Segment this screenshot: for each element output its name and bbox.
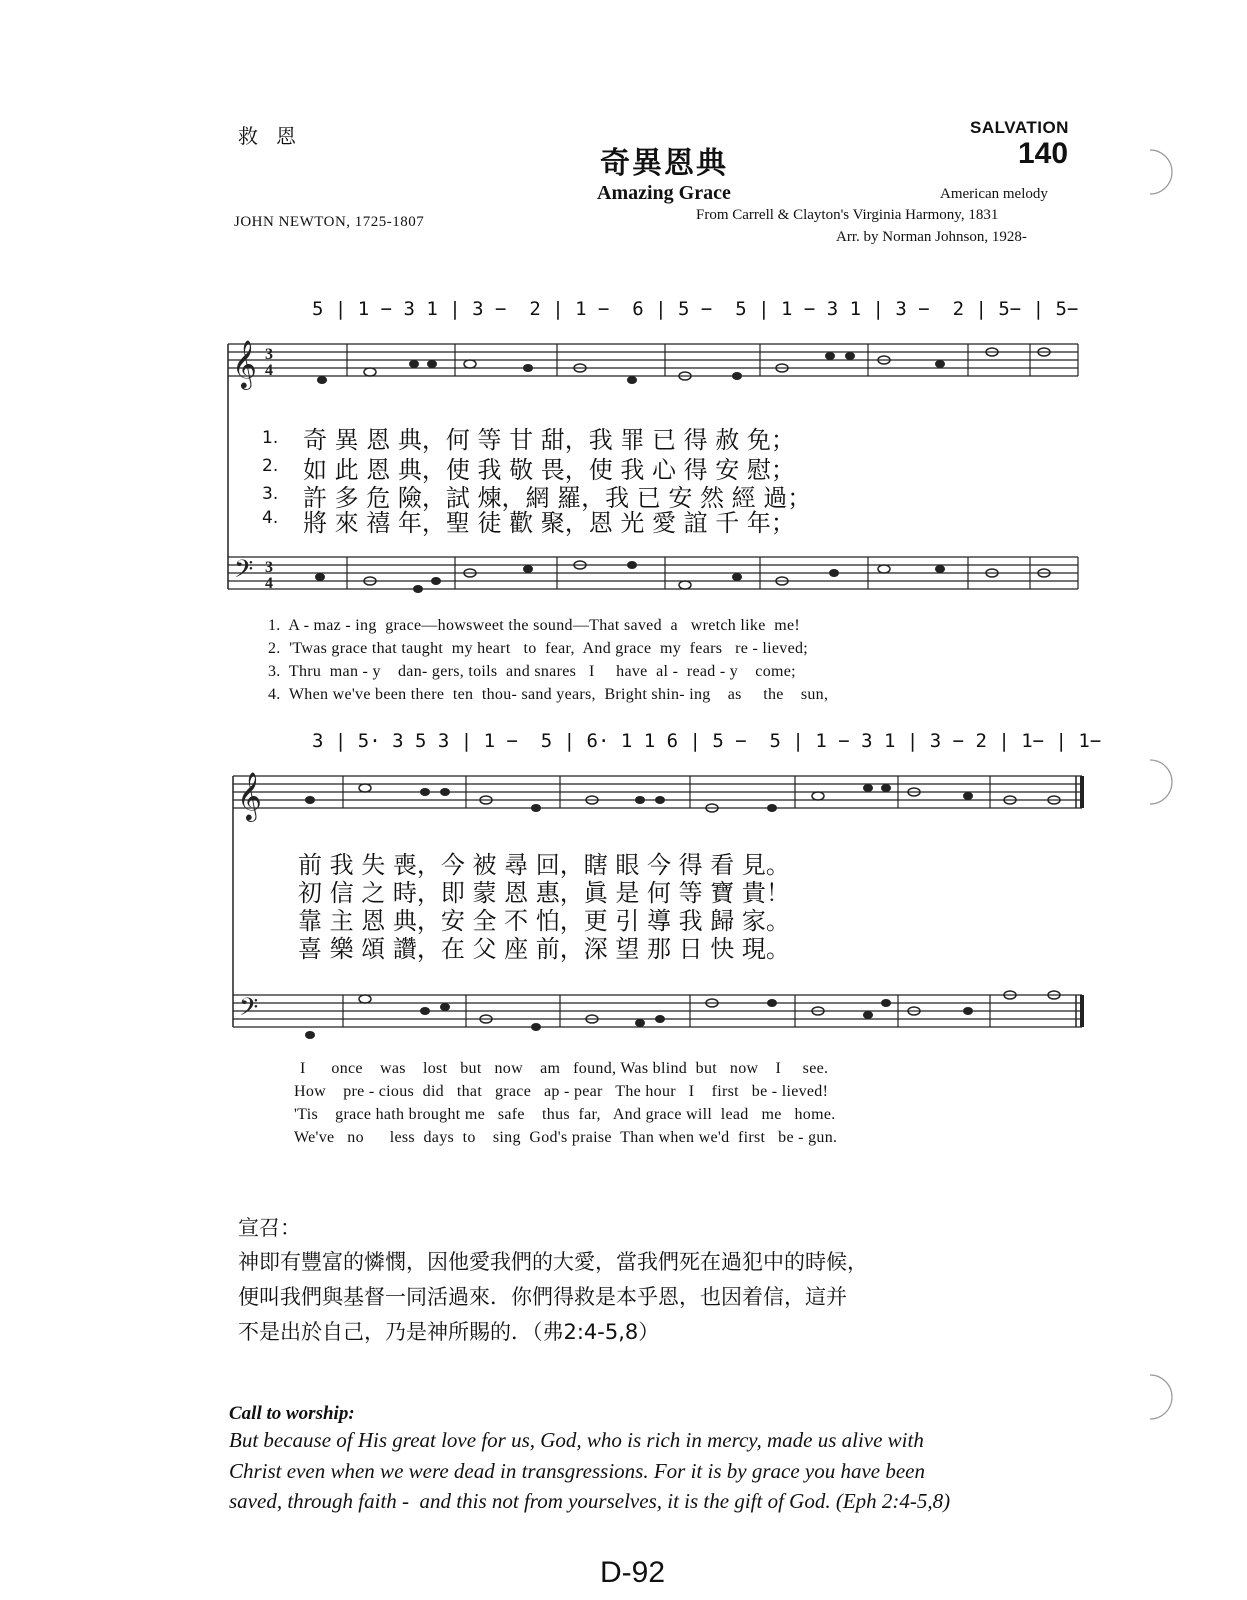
numbered-notation-system1: 5 | 1 − 3 1 | 3 − 2 | 1 − 6 | 5 − 5 | 1 − 3 1 | 3 − 2 | 5− | 5−	[312, 298, 1079, 320]
call-to-worship-en-line-3: saved, through faith - and this not from yourselves, it is the gift of God. (Eph 2:4-5,8)	[229, 1489, 951, 1513]
lyric-en-s2-v2: How pre - cious did that grace ap - pear The hour I first be - lieved!	[294, 1083, 829, 1100]
lyric-en-s1-v1: 1. A - maz - ing grace—howsweet the sound—That saved a wretch like me!	[268, 617, 800, 634]
call-to-worship-en-heading: Call to worship:	[229, 1403, 355, 1424]
svg-text:3: 3	[265, 346, 273, 363]
lyric-zh-s2-v4: 喜 樂 頌 讚，在 父 座 前，深 望 那 日 快 現。	[298, 935, 790, 963]
lyric-zh-s2-v2: 初 信 之 時，即 蒙 恩 惠，眞 是 何 等 寶 貴！	[298, 879, 790, 907]
category-en: SALVATION	[970, 118, 1069, 137]
tune-credit-1: American melody	[940, 186, 1048, 202]
lyric-en-s1-v2: 2. 'Twas grace that taught my heart to fear, And grace my fears re - lieved;	[268, 640, 809, 657]
call-to-worship-zh-line-3: 不是出於自己，乃是神所賜的．（弗2:4-5,8）	[238, 1320, 660, 1344]
lyric-zh-s2-v1: 前 我 失 喪，今 被 尋 回，瞎 眼 今 得 看 見。	[298, 851, 790, 879]
lyric-en-s1-v3: 3. Thru man - y dan- gers, toils and snares I have al - read - y come;	[268, 663, 796, 680]
verse-label-1: 1.	[262, 428, 279, 448]
svg-text:𝄢: 𝄢	[234, 555, 254, 590]
svg-text:3: 3	[265, 559, 273, 576]
verse-label-4: 4.	[262, 508, 279, 528]
svg-text:𝄞: 𝄞	[237, 771, 262, 820]
svg-text:𝄞: 𝄞	[232, 339, 257, 388]
numbered-notation-system2: 3 | 5· 3 5 3 | 1 − 5 | 6· 1 1 6 | 5 − 5 | 1 − 3 1 | 3 − 2 | 1− | 1−	[312, 730, 1102, 752]
title-zh: 奇異恩典	[600, 146, 728, 181]
lyric-en-s2-v4: We've no less days to sing God's praise Than when we'd first be - gun.	[294, 1129, 838, 1146]
lyric-en-s2-v3: 'Tis grace hath brought me safe thus far, And grace will lead me home.	[294, 1106, 836, 1123]
svg-text:4: 4	[265, 575, 273, 592]
call-to-worship-zh-line-2: 便叫我們與基督一同活過來．你們得救是本乎恩，也因着信，這并	[238, 1285, 847, 1309]
system1-treble-staff	[228, 344, 1078, 376]
lyric-zh-s1-v4: 將 來 禧 年，聖 徒 歡 聚，恩 光 愛 誼 千 年；	[303, 509, 795, 537]
lyric-zh-s1-v3: 許 多 危 險，試 煉，網 羅，我 已 安 然 經 過；	[303, 484, 812, 512]
title-en: Amazing Grace	[597, 182, 731, 204]
verse-label-3: 3.	[262, 484, 279, 504]
binder-holes	[1150, 150, 1172, 1419]
tune-credit-3: Arr. by Norman Johnson, 1928-	[836, 229, 1027, 245]
call-to-worship-zh-line-1: 神即有豐富的憐憫，因他愛我們的大愛，當我們死在過犯中的時候，	[238, 1250, 868, 1274]
page-code: D-92	[600, 1556, 666, 1589]
category-zh: 救恩	[238, 124, 314, 148]
call-to-worship-zh-heading: 宣召：	[238, 1216, 301, 1240]
lyric-zh-s2-v3: 靠 主 恩 典，安 全 不 怕，更 引 導 我 歸 家。	[298, 907, 790, 935]
call-to-worship-en-line-2: Christ even when we were dead in transgressions. For it is by grace you have been	[229, 1459, 925, 1483]
lyric-en-s2-v1: I once was lost but now am found, Was blind but now I see.	[300, 1060, 829, 1077]
call-to-worship-en-line-1: But because of His great love for us, God, who is rich in mercy, made us alive with	[229, 1428, 924, 1452]
lyric-en-s1-v4: 4. When we've been there ten thou- sand years, Bright shin- ing as the sun,	[268, 686, 829, 703]
svg-text:4: 4	[265, 362, 273, 379]
hymn-number: 140	[1018, 137, 1069, 170]
author-credit: JOHN NEWTON, 1725-1807	[234, 214, 425, 230]
verse-label-2: 2.	[262, 456, 279, 476]
lyric-zh-s1-v2: 如 此 恩 典，使 我 敬 畏，使 我 心 得 安 慰；	[303, 456, 795, 484]
system1-bass-staff	[228, 557, 1078, 589]
lyric-zh-s1-v1: 奇 異 恩 典，何 等 甘 甜，我 罪 已 得 赦 免；	[303, 426, 795, 454]
svg-text:𝄢: 𝄢	[239, 993, 259, 1028]
tune-credit-2: From Carrell & Clayton's Virginia Harmony, 1831	[696, 207, 999, 223]
